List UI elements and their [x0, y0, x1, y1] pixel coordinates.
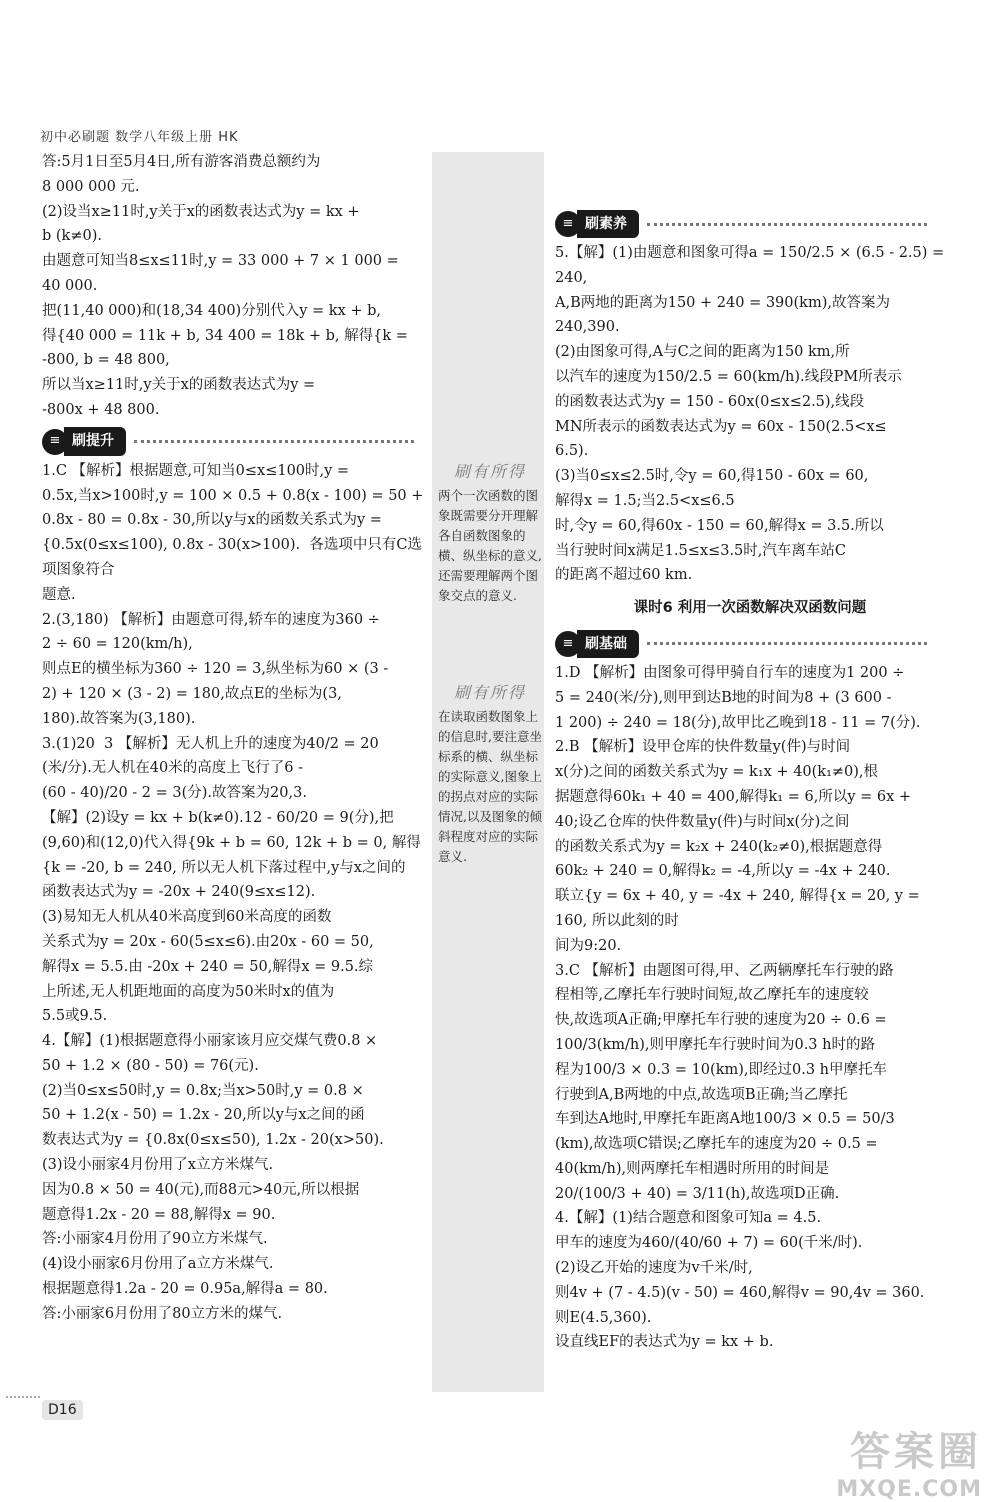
- left-column: [42, 150, 430, 1327]
- left-text-line: 则点E的横坐标为360 ÷ 120 = 3,纵坐标为60 × (3 -: [42, 661, 389, 678]
- right-text-line: x(分)之间的函数关系式为y = k₁x + 40(k₁≠0),根: [555, 764, 879, 781]
- right-text-line: 20/(100/3 + 40) = 3/11(h),故选项D正确.: [555, 1185, 840, 1202]
- right-text-line: 车到达A地时,甲摩托车距离A地100/3 × 0.5 = 50/3: [555, 1111, 895, 1128]
- left-text-line: (2)当0≤x≤50时,y = 0.8x;当x>50时,y = 0.8 ×: [42, 1082, 364, 1099]
- left-text-line: 题意.: [42, 586, 76, 603]
- left-text-line: 因为0.8 × 50 = 40(元),而88元>40元,所以根据: [42, 1181, 360, 1198]
- left-text-line: 4.【解】(1)根据题意得小丽家该月应交煤气费0.8 ×: [42, 1033, 378, 1050]
- left-text-line: (米/分).无人机在40米的高度上飞行了6 -: [42, 760, 303, 777]
- left-text-line: 2 ÷ 60 = 120(km/h),: [42, 636, 193, 653]
- left-text-line: 0.5x,当x>100时,y = 100 × 0.5 + 0.8(x - 100) = 50 +: [42, 487, 424, 504]
- right-text-line: 40;设乙仓库的快件数量y(件)与时间x(分)之间: [555, 813, 850, 830]
- right-text-line: 则E(4.5,360).: [555, 1309, 652, 1326]
- right-text-line: 行驶到A,B两地的中点,故选项B正确;当乙摩托: [555, 1086, 848, 1103]
- left-text-line: 解得x = 5.5.由 -20x + 240 = 50,解得x = 9.5.综: [42, 958, 374, 975]
- left-text-line: 答:小丽家6月份用了80立方米的煤气.: [42, 1305, 283, 1322]
- left-text-line: 上所述,无人机距地面的高度为50米时x的值为: [42, 983, 335, 1000]
- section-tag: [42, 429, 414, 455]
- right-text-line: 4.【解】(1)结合题意和图象可知a = 4.5.: [555, 1210, 822, 1227]
- right-text-line: 的距离不超过60 km.: [555, 567, 693, 584]
- right-text-line: 联立{y = 6x + 40, y = -4x + 240, 解得{x = 20, y = 160, 所以此刻的时: [555, 888, 925, 929]
- right-text-line: 间为9:20.: [555, 937, 622, 954]
- left-text-line: {k = -20, b = 240, 所以无人机下落过程中,y与x之间的: [42, 859, 406, 876]
- left-text-line: 50 + 1.2 × (80 - 50) = 76(元).: [42, 1057, 259, 1074]
- sidebar-note-2: [438, 683, 542, 867]
- right-text-line: 240,390.: [555, 319, 620, 336]
- running-header: 初中必刷题 数学八年级上册 HK: [40, 130, 239, 145]
- right-text-line: 1 200) ÷ 240 = 18(分),故甲比乙晚到18 - 11 = 7(分).: [555, 714, 921, 731]
- right-text-line: (3)当0≤x≤2.5时,令y = 60,得150 - 60x = 60,: [555, 468, 869, 485]
- right-text-line: 据题意得60k₁ + 40 = 400,解得k₁ = 6,所以y = 6x +: [555, 788, 912, 805]
- right-text-line: 的函数关系式为y = k₂x + 240(k₂≠0),根据题意得: [555, 838, 883, 855]
- left-text-line: 2) + 120 × (3 - 2) = 180,故点E的坐标为(3,: [42, 685, 342, 702]
- sidebar-note-title: 刷有所得: [453, 683, 526, 702]
- section-tag-label: 刷提升: [64, 427, 126, 456]
- right-text-line: (2)由图象可得,A与C之间的距离为150 km,所: [555, 344, 850, 361]
- sidebar-note-text: 在读取函数图象上的信息时,要注意坐标系的横、纵坐标的实际意义,图象上的拐点对应的实际情况,以及图象的倾斜程度对应的实际意义.: [438, 709, 542, 864]
- dotted-rule: [134, 440, 414, 443]
- left-text-line: (2)设当x≥11时,y关于x的函数表达式为y = kx +: [42, 203, 360, 220]
- left-text-line: 50 + 1.2(x - 50) = 1.2x - 20,所以y与x之间的函: [42, 1107, 365, 1124]
- left-text-line: 函数表达式为y = -20x + 240(9≤x≤12).: [42, 884, 316, 901]
- left-text-line: b (k≠0).: [42, 228, 102, 245]
- left-text-line: {0.5x(0≤x≤100), 0.8x - 30(x>100). 各选项中只有C选项图象符合: [42, 537, 422, 578]
- left-text-line: (3)易知无人机从40米高度到60米高度的函数: [42, 909, 332, 926]
- right-text-line: 40(km/h),则两摩托车相遇时所用的时间是: [555, 1160, 830, 1177]
- watermark-line-2: MXQE.COM: [836, 1477, 982, 1502]
- right-text-line: 程相等,乙摩托车行驶时间短,故乙摩托车的速度较: [555, 987, 869, 1004]
- left-text-line: 1.C 【解析】根据题意,可知当0≤x≤100时,y =: [42, 462, 350, 479]
- right-text-line: 的函数表达式为y = 150 - 60x(0≤x≤2.5),线段: [555, 393, 865, 410]
- right-text-line: 程为100/3 × 0.3 = 10(km),即经过0.3 h甲摩托车: [555, 1061, 887, 1078]
- left-text-line: 180).故答案为(3,180).: [42, 710, 196, 727]
- left-text-line: 5.5或9.5.: [42, 1008, 108, 1025]
- left-text-line: (9,60)和(12,0)代入得{9k + b = 60, 12k + b = 0, 解得: [42, 834, 421, 851]
- left-text-line: (3)设小丽家4月份用了x立方米煤气.: [42, 1157, 274, 1174]
- right-text-line: A,B两地的距离为150 + 240 = 390(km),故答案为: [555, 294, 890, 311]
- right-text-line: 则4v + (7 - 4.5)(v - 50) = 460,解得v = 90,4v = 360.: [555, 1284, 925, 1301]
- book-icon: ≡: [555, 631, 581, 657]
- left-text-line: 数表达式为y = {0.8x(0≤x≤50), 1.2x - 20(x>50).: [42, 1132, 384, 1149]
- section-tag: [555, 211, 927, 237]
- left-text-line: 答:小丽家4月份用了90立方米煤气.: [42, 1231, 268, 1248]
- left-text-line: (60 - 40)/20 - 2 = 3(分).故答案为20,3.: [42, 785, 307, 802]
- right-text-line: MN所表示的函数表达式为y = 60x - 150(2.5<x≤: [555, 418, 887, 435]
- watermark: [836, 1420, 982, 1502]
- lesson-title: 课时6 利用一次函数解决双函数问题: [633, 600, 867, 617]
- left-text-line: 2.(3,180) 【解析】由题意可得,轿车的速度为360 ÷: [42, 611, 380, 628]
- right-text-line: 3.C 【解析】由题图可得,甲、乙两辆摩托车行驶的路: [555, 962, 894, 979]
- right-text-line: 5.【解】(1)由题意和图象可得a = 150/2.5 × (6.5 - 2.5) = 240,: [555, 245, 949, 286]
- left-text-line: 40 000.: [42, 277, 98, 294]
- section-tag-label: 刷基础: [577, 630, 639, 659]
- left-text-line: -800x + 48 800.: [42, 401, 160, 418]
- section-tag: [555, 631, 927, 657]
- right-text-line: 当行驶时间x满足1.5≤x≤3.5时,汽车离车站C: [555, 542, 846, 559]
- watermark-line-1: 答案圈: [850, 1429, 982, 1475]
- dotted-rule: [647, 223, 927, 226]
- left-text-line: 【解】(2)设y = kx + b(k≠0).12 - 60/20 = 9(分),把: [42, 809, 394, 826]
- right-text-line: (2)设乙开始的速度为v千米/时,: [555, 1260, 753, 1277]
- left-text-line: (4)设小丽家6月份用了a立方米煤气.: [42, 1256, 274, 1273]
- right-text-line: 以汽车的速度为150/2.5 = 60(km/h).线段PM所表示: [555, 368, 902, 385]
- left-text-line: 题意得1.2x - 20 = 88,解得x = 90.: [42, 1206, 276, 1223]
- section-tag-label: 刷素养: [577, 210, 639, 239]
- left-text-line: 把(11,40 000)和(18,34 400)分别代入y = kx + b,: [42, 302, 382, 319]
- book-icon: ≡: [555, 211, 581, 237]
- right-column: [555, 205, 949, 1355]
- right-text-line: 解得x = 1.5;当2.5<x≤6.5: [555, 492, 735, 509]
- left-text-line: 3.(1)20 3 【解析】无人机上升的速度为40/2 = 20: [42, 735, 379, 752]
- sidebar-note-1: [438, 462, 542, 606]
- right-text-line: 60k₂ + 240 = 0,解得k₂ = -4,所以y = -4x + 240.: [555, 863, 891, 880]
- left-text-line: 8 000 000 元.: [42, 178, 140, 195]
- page-number: D16: [42, 1400, 83, 1420]
- left-text-line: 0.8x - 80 = 0.8x - 30,所以y与x的函数关系式为y =: [42, 512, 382, 529]
- right-text-line: 设直线EF的表达式为y = kx + b.: [555, 1334, 774, 1351]
- right-text-line: 2.B 【解析】设甲仓库的快件数量y(件)与时间: [555, 739, 851, 756]
- right-text-line: 时,令y = 60,得60x - 150 = 60,解得x = 3.5.所以: [555, 517, 884, 534]
- left-text-line: 答:5月1日至5月4日,所有游客消费总额约为: [42, 154, 321, 170]
- right-text-line: 6.5).: [555, 443, 589, 460]
- page-number-decoration: [6, 1396, 40, 1422]
- right-text-line: (km),故选项C错误;乙摩托车的速度为20 ÷ 0.5 =: [555, 1136, 878, 1153]
- right-text-line: 5 = 240(米/分),则甲到达B地的时间为8 + (3 600 -: [555, 689, 892, 706]
- left-text-line: 得{40 000 = 11k + b, 34 400 = 18k + b, 解得{k = -800, b = 48 800,: [42, 327, 413, 369]
- left-text-line: 关系式为y = 20x - 60(5≤x≤6).由20x - 60 = 50,: [42, 933, 374, 950]
- left-text-line: 所以当x≥11时,y关于x的函数表达式为y =: [42, 377, 316, 394]
- right-text-line: 100/3(km/h),则甲摩托车行驶时间为0.3 h时的路: [555, 1036, 875, 1053]
- dotted-rule: [647, 642, 927, 645]
- right-text-line: 1.D 【解析】由图象可得甲骑自行车的速度为1 200 ÷: [555, 664, 905, 681]
- sidebar-note-title: 刷有所得: [453, 462, 526, 481]
- book-icon: ≡: [42, 429, 68, 455]
- left-text-line: 根据题意得1.2a - 20 = 0.95a,解得a = 80.: [42, 1281, 328, 1298]
- sidebar-note-text: 两个一次函数的图象既需要分开理解各自函数图象的横、纵坐标的意义,还需要理解两个图象交点的意义.: [438, 488, 542, 603]
- right-text-line: 甲车的速度为460/(40/60 + 7) = 60(千米/时).: [555, 1235, 863, 1252]
- left-text-line: 由题意可知当8≤x≤11时,y = 33 000 + 7 × 1 000 =: [42, 253, 399, 270]
- right-text-line: 快,故选项A正确;甲摩托车行驶的速度为20 ÷ 0.6 =: [555, 1012, 887, 1029]
